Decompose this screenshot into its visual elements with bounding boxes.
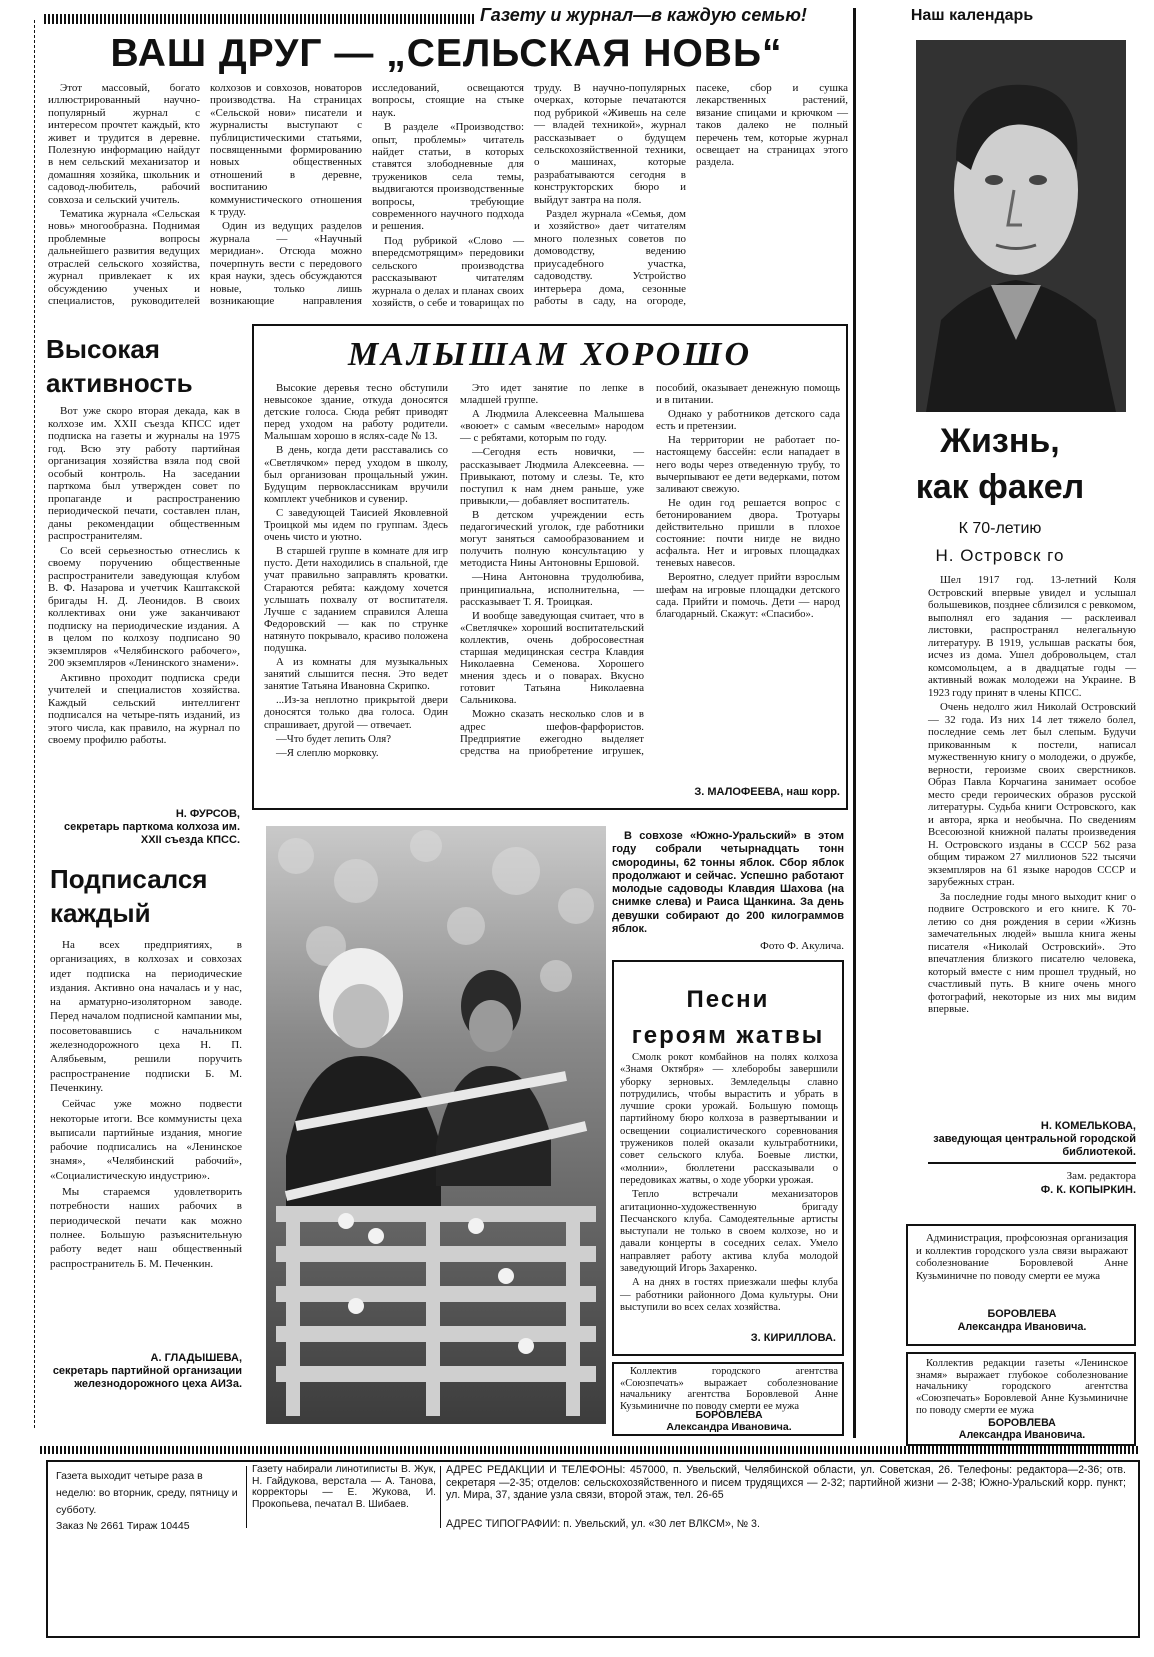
left-article-1-body bbox=[48, 405, 240, 749]
footer-address: АДРЕС РЕДАКЦИИ И ТЕЛЕФОНЫ: 457000, п. Увельский, Челябинской области, ул. Советская, 26. Телефоны: редактора—2-36; отв. секретаря —2-35; отделов: сельскохозяйственного и писем трудящихся — 2-32; партийной жизни — 2-38; Южно-Уральский корр. пункт; ул. Мира, 37, здание узла связи, второй этаж, тел. 26-65 bbox=[446, 1464, 1126, 1502]
paragraph: ...Из-за неплотно прикрытой двери доносятся только два голоса. Один спрашивает, другой — отвечает. bbox=[264, 694, 448, 731]
paragraph: Можно сказать несколько слов и в адрес шефов-фарфористов. Предприятие ежегодно выделяет средства на приобретение игрушек, пособий, оказывает денежную помощь и в питании. bbox=[460, 382, 840, 757]
left-article-1-author bbox=[48, 808, 240, 847]
footer-divider-1 bbox=[246, 1466, 247, 1528]
photo-credit: Фото Ф. Акулича. bbox=[760, 940, 844, 952]
paragraph: Однако у работников детского сада есть и претензии. bbox=[656, 408, 840, 433]
condolence-right-2-text: Коллектив редакции газеты «Ленинское знамя» выражает глубокое соболезнование начальнику городского агентства «Союзпечать» Боровлевой Анне Кузьминичне по поводу смерти ее мужа bbox=[916, 1358, 1128, 1416]
name-line: БОРОВЛЕВА bbox=[695, 1409, 763, 1421]
paragraph: С заведующей Таисией Яковлевной Троицкой мы идем по группам. Здесь очень чисто и уютно. bbox=[264, 506, 448, 544]
paragraph: Тематика журнала «Сельская новь» многообразна. Поднимая проблемные вопросы дальнейшего развития ведущих отраслей сельского хозяйства, журнал привлекает к их обсуждению ученых и специалистов, руководителей колхозов и совхозов, новаторов производства. На страницах «Сельской нови» писатели и журналисты выступают с публицистическими статьями, посвященными формированию новых общественных отношений в деревне, воспитанию коммунистического отношения к труду. bbox=[48, 82, 362, 307]
author-title: заведующая центральной городской библиотекой. bbox=[933, 1133, 1136, 1158]
paragraph: Смолк рокот комбайнов на полях колхоза «Знамя Октября» — хлеборобы завершили уборку зерновых. Земледельцы славно потрудились, чтобы вырастить и убрать в лучшие сроки урожай. Большую помощь партийному бюро колхоза в развертывании и освещении социалистического соревнования тружеников полей оказали культработники, совет сельского клуба. Боевые листки, «молнии», бюллетени рассказывали о передовиках жатвы, о ходе уборки урожая. bbox=[620, 1052, 838, 1186]
right-article-subtitle-1: К 70-летию bbox=[958, 520, 1042, 537]
paragraph: А Людмила Алексеевна Малышева «воюет» с самым «веселым» народом — с ребятами, которым по году. bbox=[460, 408, 644, 445]
title-line: активность bbox=[46, 368, 193, 398]
paragraph: Очень недолго жил Николай Островский — 32 года. Из них 14 лет тяжело болел, последние семь лет был слепым. Будучи прикованным к постели, написал мужественную книгу о молодежи, о дружбе, верности, героизме своих сверстников. Образ Павла Корчагина занимает особое место среди героических образов русской литературы. Судьба книги Островского, как и автора, ярка и необычна. По сведениям Всесоюзной книжной палаты произведения Н. Островского изданы в СССР 562 раза общим тиражом 27 миллионов 522 тысячи экземпляров на 61 языке народов СССР и зарубежных стран. bbox=[928, 701, 1136, 888]
paragraph: —Что будет лепить Оля? bbox=[276, 732, 392, 745]
paragraph: В день, когда дети расставались со «Светлячком» перед уходом в школу, был организован прощальный ужин. Будущим первоклассникам вручили комплект учебников и сувенир. bbox=[264, 444, 448, 505]
author-title: секретарь партийной организации железнодорожного цеха АИЗа. bbox=[52, 1365, 242, 1390]
songs-article-title bbox=[620, 982, 836, 1054]
paragraph: В старшей группе в комнате для игр пусто. Дети находились в спальной, где учат правильно заправлять кроватки. Стараются ребята: каждому хочется услышать похвалу от воспитателя. Лучше с заданием справился Алеша Федоровский — как по струнке натянуто покрывало, красиво положена подушка. bbox=[264, 545, 448, 654]
paragraph: —Я слеплю морковку. bbox=[276, 746, 379, 759]
ostrovsky-portrait bbox=[916, 40, 1126, 412]
songs-article-body bbox=[620, 1052, 838, 1316]
left-article-2-body bbox=[50, 938, 242, 1273]
right-article-body bbox=[928, 574, 1136, 1018]
left-article-2-author bbox=[50, 1352, 242, 1391]
masthead-hatch bbox=[44, 14, 474, 24]
paragraph: Шел 1917 год. 13-летний Коля Островский впервые увидел и услышал большевиков, позднее сблизился с ревкомом, выполнял его задания — расклеивал листовки, распространял нелегальную литературу. В 1919, услышав раскаты боя, исчез из дома. Ушел добровольцем, стал комсомольцем, а в двадцатые годы — активный вожак молодежи на Украине. В 1923 году принят в члены КПСС. bbox=[928, 574, 1136, 699]
condolence-right-2-name bbox=[916, 1418, 1128, 1441]
paragraph: И вообще заведующая считает, что в «Светлячке» хороший воспитательский коллектив, очень добросовестная старшая медицинская сестра Клавдия Николаевна Семенова. Хорошего мнения здесь и о поварах. Вкусно готовит Татьяна Николаевна Сальникова. bbox=[460, 609, 644, 707]
paragraph: За последние годы много выходит книг о подвиге Островского и его книге. К 70-летию со дня рождения в серии «Жизнь замечательных людей» вышла книга жены писателя «Николай Островский». Это впечатления близкого писателю человека, который вместе с ним прошел трудный, но счастливый путь. В книге очень много фотографий, некоторые из них мы видим впервые. bbox=[928, 890, 1136, 1015]
paragraph: Со всей серьезностью отнеслись к своему поручению общественные распространители заведующая клубом В. Ф. Назарова и учетчик Каштакской бригады Н. Д. Леонидов. В своих коллективах они уже заканчивают подписку на периодические издания. А в целом по колхозу подписано 90 экземпляров «Челябинского рабочего», 200 экземпляров «Ленинского знамени». bbox=[48, 544, 240, 669]
apple-harvest-photo bbox=[266, 826, 606, 1424]
author-title: секретарь парткома колхоза им. XXII съезда КПСС. bbox=[64, 821, 240, 846]
paragraph: Вот уже скоро вторая декада, как в колхозе им. XXII съезда КПСС идет подписка на газеты и журналы на 1975 год. Всю эту работу партийная организация хозяйства взяла под свой особый контроль. На заседании парткома был утвержден совет по пропаганде и распространению периодической печати, составлен план, даны рекомендации общественным распространителям. bbox=[48, 405, 240, 542]
center-article-body bbox=[264, 382, 840, 780]
paragraph: —Нина Антоновна трудолюбива, принципиальна, исполнительна, — рассказывает Т. Я. Троицкая. bbox=[460, 571, 644, 608]
title-line: как факел bbox=[915, 468, 1085, 506]
name-line: Александра Ивановича. bbox=[957, 1320, 1087, 1333]
right-article-author bbox=[928, 1120, 1136, 1159]
paragraph: В разделе «Производство: опыт, проблемы» читатель найдет статьи, в которых ставятся злободневные для тружеников села темы, выдвигаются производственные вопросы, требующие современного научного подхода и решения. bbox=[372, 121, 524, 233]
footer-hatch bbox=[40, 1446, 1140, 1454]
right-divider bbox=[928, 1162, 1136, 1164]
editor-name: Ф. К. КОПЫРКИН. bbox=[1040, 1184, 1136, 1196]
condolence-bottom-text: Коллектив городского агентства «Союзпечать» выражает соболезнование начальнику агентства Боровлевой Анне Кузьминичне по поводу смерти ее мужа bbox=[620, 1366, 838, 1413]
footer-divider-2 bbox=[440, 1466, 441, 1528]
paragraph: А на днях в гостях приезжали шефы клуба — работники районного Дома культуры. Они выступили во всех селах хозяйства. bbox=[620, 1277, 838, 1313]
footer-typography: АДРЕС ТИПОГРАФИИ: п. Увельский, ул. «30 лет ВЛКСМ», № 3. bbox=[446, 1518, 760, 1530]
left-article-2-title bbox=[50, 862, 245, 930]
portrait-illustration bbox=[916, 40, 1126, 412]
footer-order: Заказ № 2661 Тираж 10445 bbox=[56, 1520, 190, 1532]
condolence-bottom-name bbox=[620, 1410, 838, 1433]
paragraph: Не один год решается вопрос с бетонированием двора. Тротуары действительно пришли в плохое состояние: почти нигде не видно асфальта. Нет и игровых площадках теневых навесов. bbox=[656, 496, 840, 570]
footer-schedule: Газета выходит четыре раза в неделю: во вторник, среду, пятницу и субботу. bbox=[56, 1470, 238, 1516]
title-line: Подписался bbox=[50, 864, 208, 894]
paragraph: На территории не работает по-настоящему бассейн: если нападает в него воды через отведенную трубу, то вычерпывают ее дети ведерками, потом заливают свежую. bbox=[656, 434, 840, 495]
paragraph: Активно проходит подписка среди учителей и специалистов хозяйства. Каждый сельский интеллигент подписался на четыре-пять изданий, из этого числа, как правило, на журнал по своему профилю работы. bbox=[48, 671, 240, 746]
right-article-subtitle-2: Н. Островск го bbox=[935, 546, 1065, 565]
editor-label: Зам. редактора bbox=[1066, 1170, 1136, 1182]
paragraph: В детском учреждении есть педагогический уголок, где работники могут заняться самообразованием и получить полную консультацию у методиста Нины Антоновны Ершовой. bbox=[460, 508, 644, 570]
photo-illustration bbox=[266, 826, 606, 1424]
name-line: БОРОВЛЕВА bbox=[988, 1417, 1056, 1429]
condolence-right-1-text: Администрация, профсоюзная организация и коллектив городского узла связи выражают соболезнование Боровлевой Анне Кузьминичне по поводу смерти ее мужа bbox=[916, 1232, 1128, 1282]
name-line: Александра Ивановича. bbox=[958, 1428, 1086, 1441]
photo-caption: В совхозе «Южно-Уральский» в этом году собрали четырнадцать тонн смородины, 62 тонны яблок. Сбор яблок продолжают и сейчас. Успешно работают молодые садоводы Клавдия Шахова (на снимке слева) и Раиса Щанкина. За день девушки собирают до 200 килограммов яблок. bbox=[612, 830, 844, 936]
top-article-title: ВАШ ДРУГ — „СЕЛЬСКАЯ НОВЬ“ bbox=[110, 32, 783, 75]
paragraph: А из комнаты для музыкальных занятий слышится песня. Это ведет занятие Татьяна Ивановна Скрипко. bbox=[264, 656, 448, 693]
name-line: Александра Ивановича. bbox=[666, 1420, 792, 1433]
paragraph: Тепло встречали механизаторов агитационно-художественную бригаду Песчанского клуба. Самодеятельные артисты выступали не только в своем колхозе, но и давали концерты в соседних селах. Умело направляет работу актива клуба молодой заведующий Игорь Захаренко. bbox=[620, 1189, 838, 1275]
masthead-slogan: Газету и журнал—в каждую семью! bbox=[480, 5, 807, 25]
title-line: Песни bbox=[686, 986, 770, 1013]
paragraph: Высокие деревья тесно обступили невысокое здание, откуда доносятся детские голоса. Сюда ребят приводят перед уходом на работу родители. Малышам хорошо в яслях-саде № 13. bbox=[264, 382, 448, 443]
title-line: Жизнь, bbox=[940, 422, 1060, 460]
paragraph: Этот массовый, богато иллюстрированный научно-популярный журнал с интересом прочтет каждый, кто живет и трудится в деревне. Полезную информацию найдут в нем сельский механизатор и домашняя хозяйка, школьник и садовод-любитель, рабочий совхоза и сельский учитель. bbox=[48, 82, 200, 206]
name-line: БОРОВЛЕВА bbox=[987, 1308, 1057, 1320]
left-margin-rule bbox=[34, 20, 35, 1430]
paragraph: Мы стараемся удовлетворить потребности наших рабочих в периодической печати как можно полнее. Большую разъяснительную работу ведет наш общественный распространитель Б. М. Печенкин. bbox=[50, 1186, 242, 1270]
paragraph: Под рубрикой «Слово — впередсмотрящим» передовики сельского производства рассказывают читателям журнала о делах и планах своих хозяйств, о себе и товарищах по труду. В научно-популярных очерках, которые печатаются под рубрикой «Живешь на селе — владей техникой», журнал рассказывает о будущем сельскохозяйственной техники, о машинах, которые разрабатываются сегодня в конструкторских бюро и выйдут завтра на поля. bbox=[372, 82, 686, 309]
author-name: А. ГЛАДЫШЕВА, bbox=[150, 1352, 242, 1364]
paragraph: На всех предприятиях, в организациях, в колхозах и совхозах идет подписка на периодические издания. Активно она началась и у нас, на арматурно-изоляторном заводе. Перед началом подписной кампании мы, посоветовавшись с начальником железнодорожного цеха Н. П. Алябьевым, решили поручить распространение подписки Б. М. Печенкину. bbox=[50, 939, 242, 1094]
paragraph: Сейчас уже можно подвести некоторые итоги. Все коммунисты цеха выписали партийные издания, многие рабочие подписались на «Ленинское знамя», «Челябинский рабочий», «Социалистическую индустрию». bbox=[50, 1098, 242, 1182]
right-article-title bbox=[862, 418, 1138, 510]
calendar-label: Наш календарь bbox=[910, 7, 1034, 24]
author-name: Н. КОМЕЛЬКОВА, bbox=[1040, 1120, 1136, 1132]
title-line: каждый bbox=[50, 898, 151, 928]
paragraph: —Сегодня есть новички, — рассказывает Людмила Алексеевна. — Привыкают, потому и слезы. Те, кто поступил к нам днем раньше, уже привыкли,— добавляет воспитатель. bbox=[460, 446, 644, 507]
footer-staff: Газету набирали линотиписты В. Жук, Н. Гайдукова, верстала — А. Танова, корректоры — Е. Жукова, И. Прокопьева, печатал В. Шибаев. bbox=[252, 1464, 436, 1510]
center-article-author: З. МАЛОФЕЕВА, наш корр. bbox=[694, 786, 840, 798]
paragraph: Это идет занятие по лепке в младшей группе. bbox=[460, 382, 644, 407]
paragraph: Вероятно, следует прийти взрослым шефам на игровые площадки детского сада. Прийти и помочь. Дети — народ благодарный. Скажут: «Спасибо». bbox=[656, 571, 840, 620]
paragraph: Раздел журнала «Семья, дом и хозяйство» дает читателям много полезных советов по домоводству, ведению приусадебного участка, садоводству. Устройство интерьера дома, сезонные работы в саду, на огороде, пасеке, сбор и сушка лекарственных растений, вязание спицами и крючком — таков далеко не полный перечень тем, которые журнал освещает на страницах этого раздела. bbox=[534, 82, 848, 307]
title-line: Высокая bbox=[46, 334, 160, 364]
paragraph: Один из ведущих разделов журнала — «Научный меридиан». Отсюда можно почерпнуть вести с передового края науки, здесь обсуждаются новые, только лишь возникающие направления исследований, освещаются вопросы, стоящие на стыке наук. bbox=[210, 82, 524, 307]
column-divider-right bbox=[853, 8, 856, 1438]
left-article-1-title bbox=[46, 332, 241, 400]
condolence-right-1-name bbox=[916, 1308, 1128, 1333]
center-article-title: МАЛЫШАМ ХОРОШО bbox=[347, 336, 753, 373]
author-name: Н. ФУРСОВ, bbox=[175, 808, 240, 820]
title-line: героям жатвы bbox=[631, 1022, 825, 1049]
top-article-body bbox=[48, 82, 848, 312]
songs-article-author: З. КИРИЛЛОВА. bbox=[750, 1332, 836, 1344]
